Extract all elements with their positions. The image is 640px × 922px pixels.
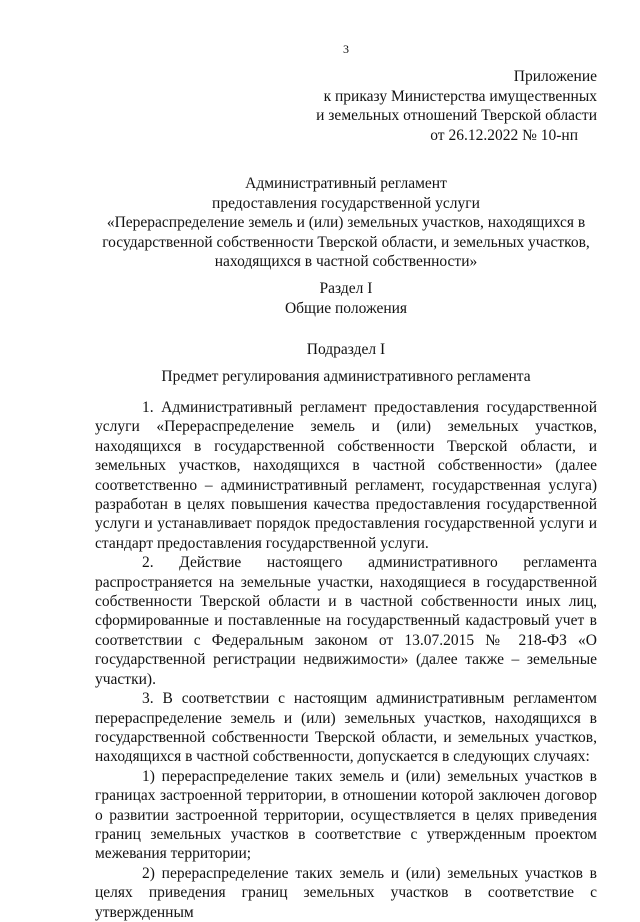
appendix-order-line: к приказу Министерства имущественных — [323, 87, 597, 105]
paragraph: 3. В соответствии с настоящим административным регламентом перераспределение земель и (или) земельных участков, находящихся в государственной собственности Тверской области, и земельных участков, находящихся в частной собственности, допускается в следующих случаях: — [95, 690, 597, 766]
body-text — [95, 398, 597, 922]
title-line-1: Административный регламент — [245, 175, 447, 192]
section-heading — [0, 279, 640, 318]
paragraph: 2. Действие настоящего административного регламента распространяется на земельные участки, находящиеся в государственной собственности Тверской области и в частной собственности иных лиц, сформированные и поставленные на государственный кадастровый учет в соответствии с Федеральным законом от 13.07.2015 № 218-ФЗ «О государственной регистрации недвижимости» (далее также – земельные участки). — [95, 554, 597, 688]
paragraph: 2) перераспределение таких земель и (или) земельных участков в целях приведения границ земельных участков в соответствие с утвержденным — [95, 864, 597, 921]
paragraph: 1. Административный регламент предоставления государственной услуги «Перераспределение земель и (или) земельных участков, находящихся в государственной собственности Тверской области, и земельных участков, находящихся в частной собственности» (далее соответственно – административный регламент, государственная услуга) разработан в целях повышения качества предоставления государственной услуги и устанавливает порядок предоставления государственной услуги и стандарт предоставления государственной услуги. — [95, 399, 597, 552]
section-name: Общие положения — [284, 299, 408, 317]
title-line-4: государственной собственности Тверской области, и земельных участков, — [102, 233, 590, 251]
subject-heading: Предмет регулирования административного регламента — [161, 368, 531, 385]
appendix-header — [316, 67, 597, 145]
section-label: Раздел I — [319, 280, 373, 297]
page-number: 3 — [343, 42, 349, 56]
paragraph: 1) перераспределение таких земель и (или) земельных участков в границах застроенной территории, в отношении которой заключен договор о развитии застроенной территории, осуществляется в целях приведения границ земельных участков в соответствие с утвержденным проектом межевания территории; — [95, 767, 597, 863]
title-line-3: «Перераспределение земель и (или) земельных участков, находящихся в — [106, 214, 586, 231]
title-line-2: предоставления государственной услуги — [212, 194, 480, 212]
appendix-date-line: от 26.12.2022 № 10-нп — [430, 126, 578, 144]
appendix-title: Приложение — [513, 68, 597, 85]
appendix-ministry-line: и земельных отношений Тверской области — [316, 107, 597, 124]
title-line-5: находящихся в частной собственности» — [214, 253, 478, 270]
regulation-title — [0, 174, 640, 272]
subsection-heading: Подраздел I — [306, 341, 386, 358]
